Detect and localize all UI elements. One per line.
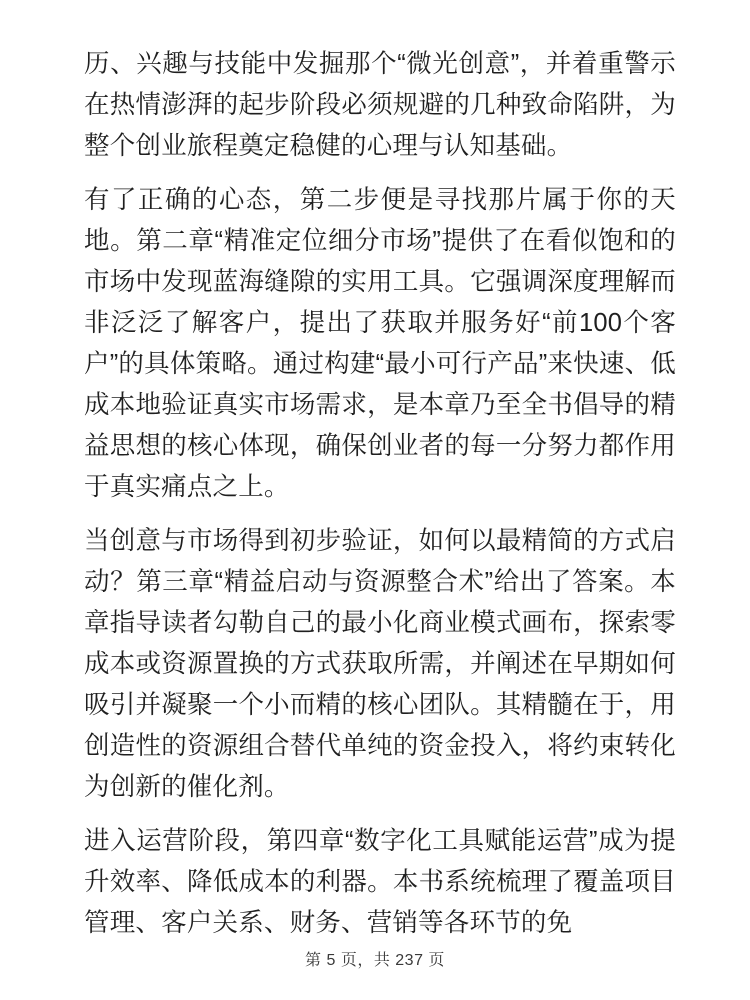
paragraph: 进入运营阶段，第四章“数字化工具赋能运营”成为提升效率、降低成本的利器。本书系统梳理了覆盖项目管理、客户关系、财务、营销等各环节的免 — [84, 827, 676, 937]
paragraph: 有了正确的心态，第二步便是寻找那片属于你的天地。第二章“精准定位细分市场”提供了在看似饱和的市场中发现蓝海缝隙的实用工具。它强调深度理解而非泛泛了解客户，提出了获取并服务好“前100个客户”的具体策略。通过构建“最小可行产品”来快速、低成本地验证真实市场需求，是本章乃至全书倡导的精益思想的核心体现，确保创业者的每一分努力都作用于真实痛点之上。 — [84, 186, 676, 501]
page-footer: 第 5 页，共 237 页 — [305, 952, 445, 969]
paragraph: 历、兴趣与技能中发掘那个“微光创意”，并着重警示在热情澎湃的起步阶段必须规避的几种致命陷阱，为整个创业旅程奠定稳健的心理与认知基础。 — [84, 50, 676, 160]
paragraph: 当创意与市场得到初步验证，如何以最精简的方式启动？第三章“精益启动与资源整合术”给出了答案。本章指导读者勾勒自己的最小化商业模式画布，探索零成本或资源置换的方式获取所需，并阐述在早期如何吸引并凝聚一个小而精的核心团队。其精髓在于，用创造性的资源组合替代单纯的资金投入，将约束转化为创新的催化剂。 — [84, 527, 676, 801]
page-body — [84, 44, 676, 944]
